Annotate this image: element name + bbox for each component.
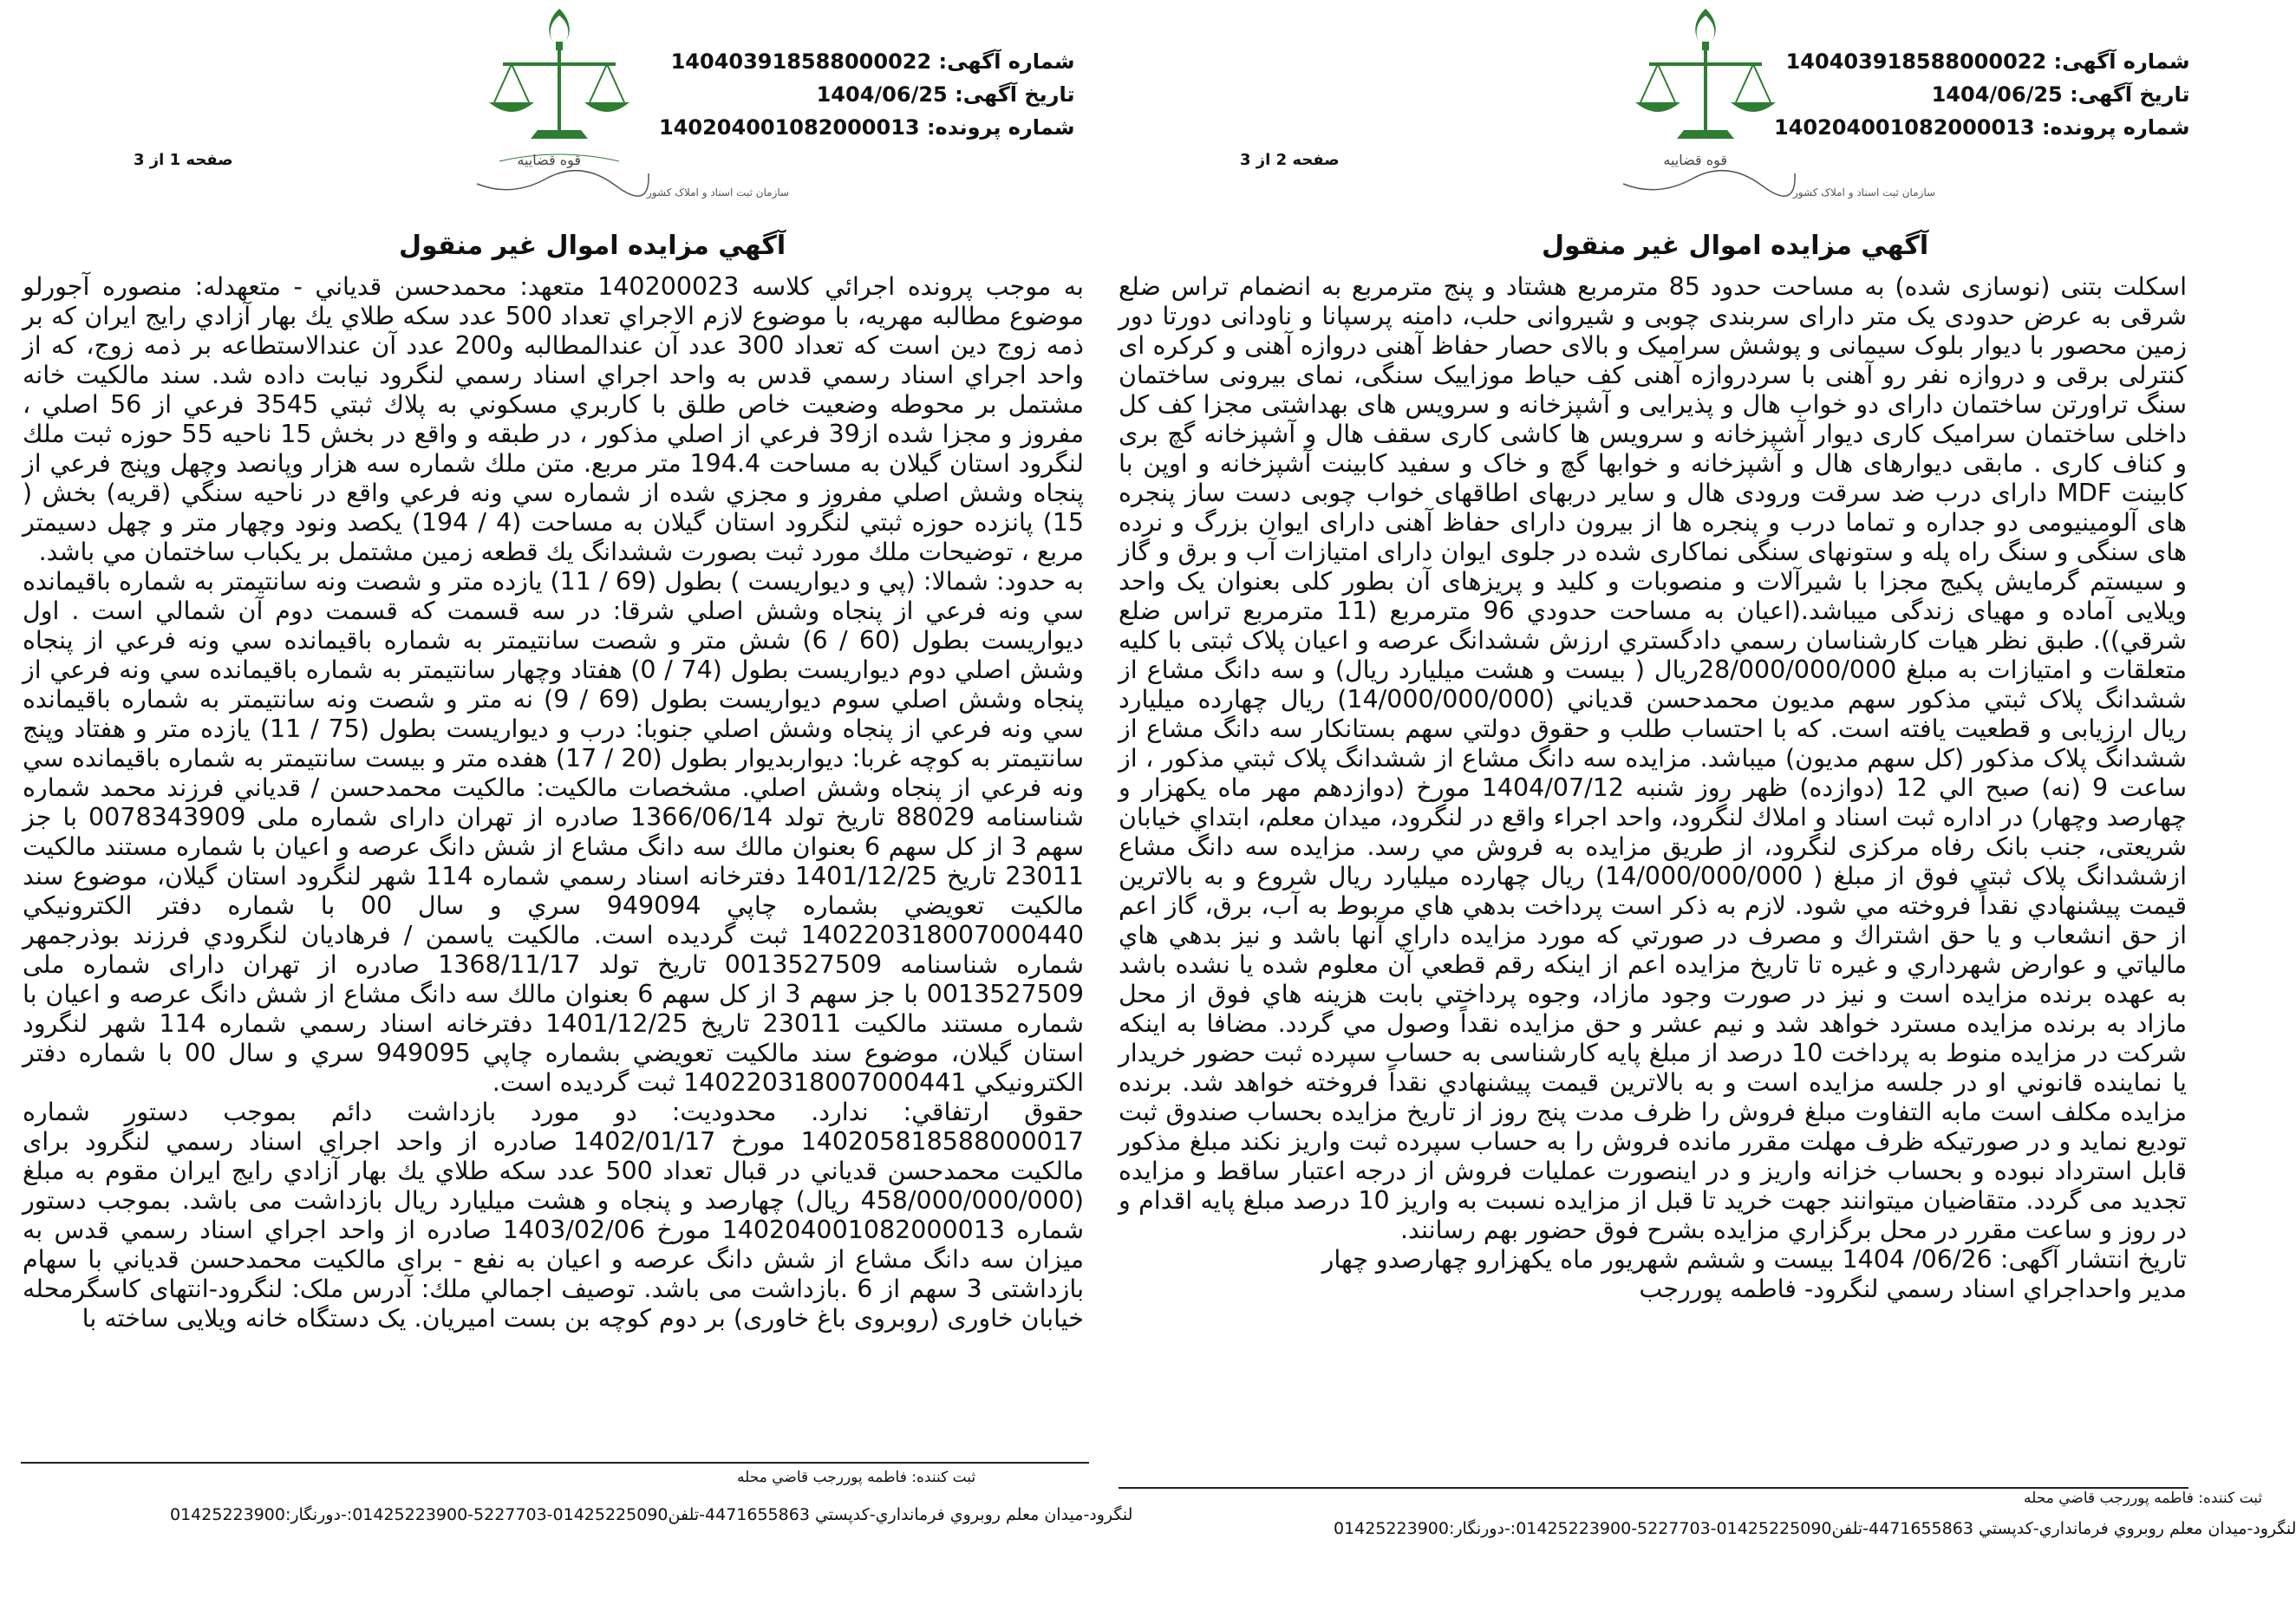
page-number: صفحه 2 از 3 [1240, 151, 1340, 169]
notice-page-2 [1099, 0, 2296, 1598]
notice-meta [1774, 45, 2190, 144]
footer-address: لنگرود-میدان معلم روبروي فرمانداري-كدپستي 4471655863-تلفن01425225090-5227703-01425223900:-دورنگار:01425223900 [170, 1505, 1133, 1524]
file-number: شماره پرونده: 140204001082000013 [659, 115, 1075, 140]
footer-address: لنگرود-میدان معلم روبروي فرمانداري-كدپستي 4471655863-تلفن01425225090-5227703-01425223900:-دورنگار:01425223900 [1334, 1519, 2296, 1538]
manager-line: مدير واحداجراي اسناد رسمي لنگرود- فاطمه پوررجب [1639, 1275, 2187, 1303]
emblem-text: قوه قضاییه [517, 152, 581, 168]
page-number: صفحه 1 از 3 [134, 151, 233, 169]
publish-date-line: تاريخ انتشار آگهی: 06/26/ 1404 بيست و ششم شهريور ماه يكهزارو چهارصدو چهار [1321, 1245, 2187, 1274]
org-text: سازمان ثبت اسناد و املاک کشور [1793, 186, 1936, 199]
paragraph: حقوق ارتفاقي: ندارد. محدوديت: دو مورد بازداشت دائم بموجب دستور شماره 140205818588000017 مورخ 1402/01/17 صادره از واحد اجراي اسناد رسمي لنگرود براى مالكيت محمدحسن قدياني در قبال تعداد 500 عدد سكه طلاي يك بهار آزادي رايج ايران مقوم به مبلغ (458/000/000/000 ريال) چهارصد و پنجاه و هشت ميليارد ريال بازداشت می باشد. بموجب دستور شماره 140204001082000013 مورخ 1403/02/06 صادره از واحد اجراي اسناد رسمي قدس به ميزان سه دانگ مشاع از شش دانگ عرصه و اعيان به نفع - برای مالکیت محمدحسن قدياني با سهام بازداشتی 3 سهم از 6 .بازداشت می باشد. توصيف اجمالي ملك: آدرس ملک: لنگرود-انتهای کاسگرمحله خیابان خاوری (روبروی باغ خاوری) بر دوم کوچه بن بست امیریان. یک دستگاه خانه ویلایی ساخته با [23, 1098, 1085, 1333]
org-text: سازمان ثبت اسناد و املاک کشور [647, 186, 790, 199]
footer-divider [21, 1462, 1089, 1464]
paragraph: به حدود: شمالا: (پي و ديواريست ) بطول (69 / 11) يازده متر و شصت ونه سانتيمتر به شماره باقيمانده سي ونه فرعي از پنجاه وشش اصلي شرقا: در سه قسمت كه قسمت دوم آن شمالي است . اول ديواريست بطول (60 / 6) شش متر و شصت سانتيمتر به شماره باقيمانده سي ونه فرعي از پنجاه وشش اصلي دوم ديواريست بطول (74 / 0) هفتاد وچهار سانتيمتر به شماره باقيمانده سي ونه فرعي از پنجاه وشش اصلي سوم ديواريست بطول (69 / 9) نه متر و شصت ونه سانتيمتر به شماره باقيمانده سي ونه فرعي از پنجاه وشش اصلي جنوبا: درب و ديواريست بطول (75 / 11) يازده متر و هفتاد وپنج سانتيمتر به كوچه غربا: ديواربديوار بطول (20 / 17) هفده متر و بيست سانتيمتر به شماره باقيمانده سي ونه فرعي از پنجاه وشش اصلي. مشخصات مالكيت: مالكيت محمدحسن / قدياني فرزند محمد شماره شناسنامه 88029 تاريخ تولد 1366/06/14 صادره از تهران داراى شماره ملی 0078343909 با جز سهم 3 از كل سهم 6 بعنوان مالك سه دانگ مشاع از شش دانگ عرصه و اعيان با شماره مستند مالكيت 23011 تاريخ 1401/12/25 دفترخانه اسناد رسمي شماره 114 شهر لنگرود استان گيلان، موضوع سند مالكيت تعويضي بشماره چاپي 949094 سري و سال 00 با شماره دفتر الكترونيكي 140220318007000440 ثبت گرديده است. مالكيت ياسمن / فرهاديان لنگرودي فرزند بوذرجمهر شماره شناسنامه 0013527509 تاريخ تولد 1368/11/17 صادره از تهران داراى شماره ملی 0013527509 با جز سهم 3 از كل سهم 6 بعنوان مالك سه دانگ مشاع از شش دانگ عرصه و اعيان با شماره مستند مالكيت 23011 تاريخ 1401/12/25 دفترخانه اسناد رسمي شماره 114 شهر لنگرود استان گيلان، موضوع سند مالكيت تعويضي بشماره چاپي 949095 سري و سال 00 با شماره دفتر الكترونيكي 140220318007000441 ثبت گرديده است. [23, 567, 1085, 1097]
paragraph: اسکلت بتنی (نوسازی شده) به مساحت حدود 85 مترمربع هشتاد و پنج مترمربع به انضمام تراس ضلع شرقی به عرض حدودی یک متر دارای سربندی چوبی و شیروانی حلب، دامنه پرسپانا و ناودانی دورتا دور زمین محصور با دیوار بلوک سیمانی و پوشش سرامیک و بالای حصار حفاظ آهنی دروازه آهنی و کرکره ای کنترلی برقی و دروازه نفر رو آهنی با سردروازه آهنی کف حیاط موزاییک سنگی، نمای بیرونی ساختمان سنگ تراورتن ساختمان دارای دو خواب هال و پذیرایی و آشپزخانه و سرویس های بهداشتی مجزا کف کل داخلی ساختمان سرامیک کاری دیوار آشپزخانه و سرویس ها کاشی کاری سقف هال و آشپزخانه گچ بری و کناف کاری . مابقی دیوارهای هال و آشپزخانه و خوابها گچ و خاک و سفید کابینت آشپزخانه و اوپن با کابینت MDF دارای درب ضد سرقت ورودی هال و سایر دربهای اطاقهای خواب چوبی دست ساز پنجره های آلومینیومی دو جداره و تماما درب و پنجره ها از بیرون دارای حفاظ آهنی دارای ایوان بزرگ و نرده های سنگی و سنگ راه پله و ستونهای سنگی نماکاری شده در جلوی ایوان دارای امتیازات آب و برق و گاز و سیستم گرمایش پکیج مجزا با شیرآلات و منصوبات و کلید و پریزهای آن بطور کلی بعنوان یک واحد ویلایی آماده و مهیای زندگی میباشد.(اعیان به مساحت حدودي 96 مترمربع (11 مترمربع تراس ضلع شرقي)). طبق نظر هيات كارشناسان رسمي دادگستري ارزش ششدانگ عرصه و اعيان پلاک ثبتی با كليه متعلقات و امتيازات به مبلغ 28/000/000/000ريال ( بيست و هشت ميليارد ريال) و سه دانگ مشاع از ششدانگ پلاک ثبتي مذكور سهم مديون محمدحسن قدياني (14/000/000/000) ريال چهارده ميليارد ريال ارزيابی و قطعيت يافته است. كه با احتساب طلب و حقوق دولتي سهم بستانكار سه دانگ مشاع از ششدانگ پلاک مذكور (كل سهم مديون) ميباشد. مزايده سه دانگ مشاع از ششدانگ پلاک ثبتي مذكور ، از ساعت 9 (نه) صبح الي 12 (دوازده) ظهر روز شنبه 1404/07/12 مورخ (دوازدهم مهر ماه يكهزار و چهارصد وچهار) در اداره ثبت اسناد و املاك لنگرود، واحد اجراء واقع در لنگرود، ميدان معلم، ابتداي خيابان شريعتی، جنب بانک رفاه مرکزی لنگرود، از طريق مزايده به فروش مي رسد. مزايده سه دانگ مشاع ازششدانگ پلاک ثبتي فوق از مبلغ ( 14/000/000/000) ريال چهارده ميليارد ريال شروع و به بالاترين قيمت پيشنهادي نقداً فروخته مي شود. لازم به ذكر است پرداخت بدهي هاي مربوط به آب، برق، گاز اعم از حق انشعاب و يا حق اشتراك و مصرف در صورتي كه مورد مزايده داراي آنها باشد و نيز بدهي هاي مالياتي و عوارض شهرداري و غيره تا تاريخ مزايده اعم از اينكه رقم قطعي آن معلوم شده يا نشده باشد به عهده برنده مزايده است و نيز در صورت وجود مازاد، وجوه پرداختي بابت هزينه هاي فوق از محل مازاد به برنده مزايده مسترد خواهد شد و نيم عشر و حق مزايده نقداً وصول مي گردد. مضافا به اينكه شركت در مزايده منوط به پرداخت 10 درصد از مبلغ پايه كارشناسی به حساب سپرده ثبت حضور خريدار يا نماينده قانوني او در جلسه مزايده است و به بالاترين قيمت پيشنهادي نقداً فروخته خواهد شد. برنده مزايده مكلف است مابه التفاوت مبلغ فروش را ظرف مدت پنج روز از تاريخ مزايده بحساب صندوق ثبت توديع نمايد و در صورتيكه ظرف مهلت مقرر مانده فروش را به حساب سپرده ثبت واريز نكند مبلغ مذكور قابل استرداد نبوده و بحساب خزانه واريز و در اينصورت عمليات فروش از درجه اعتبار ساقط و مزايده تجديد می گردد. متقاضيان ميتوانند جهت خريد تا قبل از مزايده نسبت به واريز 10 درصد مبلغ پايه اقدام و در روز و ساعت مقرر در محل برگزاري مزايده بشرح فوق حضور بهم رسانند. [1119, 272, 2188, 1244]
notice-number: شماره آگهی: 140403918588000022 [670, 49, 1075, 74]
judiciary-emblem-icon [451, 0, 790, 208]
notice-meta [659, 45, 1075, 144]
file-number: شماره پرونده: 140204001082000013 [1774, 115, 2190, 140]
page-title: آگهي مزايده اموال غير منقول [399, 231, 786, 261]
footer-divider [1119, 1487, 2188, 1489]
page-title: آگهي مزايده اموال غير منقول [1542, 231, 1929, 261]
judiciary-emblem-icon [1597, 0, 1936, 208]
registrar-line: ثبت کننده: فاطمه پوررجب قاضي محله [737, 1469, 976, 1486]
notice-page-1 [0, 0, 1133, 1598]
notice-body [23, 272, 1084, 1334]
emblem-text: قوه قضاییه [1663, 152, 1727, 168]
paragraph: به موجب پرونده اجرائي كلاسه 140200023 متعهد: محمدحسن قدياني - متعهدله: منصوره آجورلو موضوع مطالبه مهريه، با موضوع لازم الاجراي تعداد 500 عدد سكه طلاي يك بهار آزادي رايج ايران كه بر ذمه زوج دين است كه تعداد 300 عدد آن عندالمطالبه و200 عدد آن عندالاستطاعه بر ذمه زوج، كه از واحد اجراي اسناد رسمي قدس به واحد اجراي اسناد رسمي لنگرود نيابت داده شد. سند مالكيت خانه مشتمل بر محوطه وضعيت خاص طلق با كاربري مسكوني به پلاك ثبتي 3545 فرعي از 56 اصلي ، مفروز و مجزا شده از39 فرعي از اصلي مذكور ، در طبقه و واقع در بخش 15 ناحيه 55 حوزه ثبت ملك لنگرود استان گيلان به مساحت 194.4 متر مربع. متن ملك شماره سه هزار وپانصد وچهل وپنج فرعي از پنجاه وشش اصلي مفروز و مجزي شده از شماره سي ونه فرعي واقع در ناحيه سنگي (قريه) بخش ( 15) پانزده حوزه ثبتي لنگرود استان گيلان به مساحت (4 / 194) يكصد ونود وچهار متر و چهل دسيمتر مربع ، توضيحات ملك مورد ثبت بصورت ششدانگ يك قطعه زمين مشتمل بر يكباب ساختمان مي باشد. [23, 272, 1085, 566]
notice-date: تاریخ آگهی: 1404/06/25 [816, 82, 1075, 107]
notice-number: شماره آگهی: 140403918588000022 [1785, 49, 2190, 74]
registrar-line: ثبت کننده: فاطمه پوررجب قاضي محله [2024, 1490, 2263, 1507]
notice-body [1119, 272, 2187, 1304]
notice-date: تاریخ آگهی: 1404/06/25 [1931, 82, 2190, 107]
